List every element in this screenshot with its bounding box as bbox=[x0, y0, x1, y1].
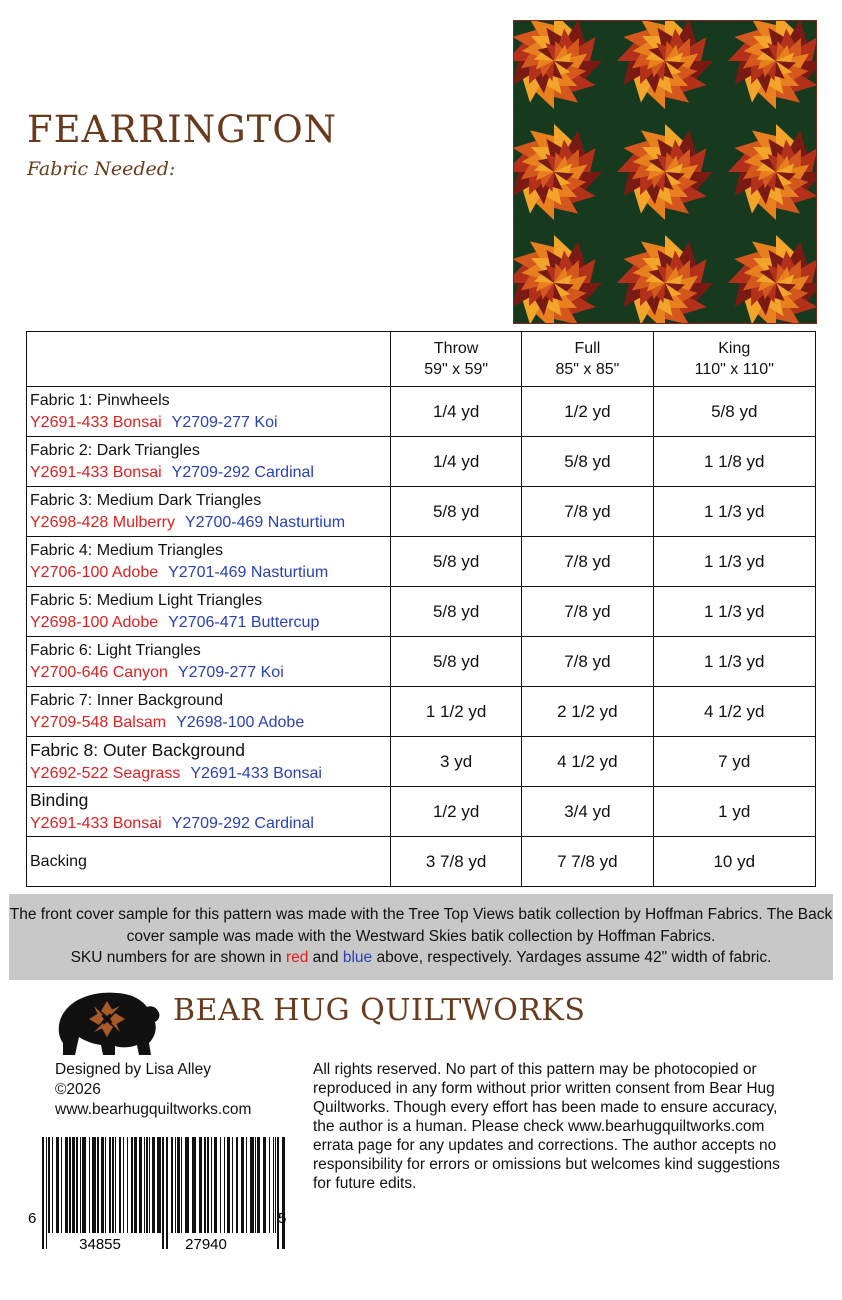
collection-note bbox=[9, 894, 833, 980]
credits bbox=[55, 1060, 251, 1120]
barcode-bar bbox=[61, 1137, 62, 1233]
note-text-after: above, respectively. Yardages assume 42" width of fabric. bbox=[372, 949, 772, 966]
fabric-name-cell bbox=[27, 587, 391, 637]
barcode-bar bbox=[42, 1137, 44, 1249]
rights-statement: All rights reserved. No part of this pattern may be photocopied or reproduced in any form without prior written consent from Bear Hug Quiltworks. Though every effort has been made to ensure accuracy, the author is a human. Please check www.bearhugquiltworks.com errata page for any updates and corrections. The author accepts no responsibility for errors or omissions but welcomes kind suggestions for future edits. bbox=[313, 1061, 780, 1192]
barcode-bar bbox=[175, 1137, 176, 1233]
fabric-label: Fabric 6: Light Triangles bbox=[30, 641, 201, 659]
full-yardage: 3/4 yd bbox=[522, 787, 653, 837]
barcode-bar bbox=[76, 1137, 78, 1233]
barcode-bar bbox=[282, 1137, 285, 1249]
bear-silhouette-icon bbox=[55, 985, 163, 1059]
barcode-bar bbox=[115, 1137, 116, 1233]
fabric-needed-subtitle: Fabric Needed: bbox=[27, 158, 176, 180]
barcode-bar bbox=[224, 1137, 225, 1233]
sku-blue: Y2709-277 Koi bbox=[177, 663, 284, 681]
column-size: 110" x 110" bbox=[694, 361, 774, 378]
king-yardage: 7 yd bbox=[653, 737, 816, 787]
throw-yardage: 1/2 yd bbox=[391, 787, 522, 837]
fabric-label: Fabric 2: Dark Triangles bbox=[30, 441, 200, 459]
fabric-name-cell bbox=[27, 487, 391, 537]
barcode-bar bbox=[131, 1137, 133, 1233]
barcode-bar bbox=[220, 1137, 221, 1233]
barcode-bar bbox=[204, 1137, 206, 1233]
table-row bbox=[27, 837, 816, 887]
barcode-bar bbox=[211, 1137, 212, 1233]
barcode-bar bbox=[157, 1137, 161, 1233]
header-king bbox=[653, 332, 816, 387]
full-yardage: 1/2 yd bbox=[522, 387, 653, 437]
sku-red: Y2709-548 Balsam bbox=[30, 713, 167, 731]
table-row bbox=[27, 587, 816, 637]
barcode-bar bbox=[127, 1137, 128, 1233]
sku-blue: Y2700-469 Nasturtium bbox=[184, 513, 346, 531]
sku-blue: Y2691-433 Bonsai bbox=[190, 764, 322, 782]
full-yardage: 7/8 yd bbox=[522, 487, 653, 537]
barcode-bar bbox=[207, 1137, 209, 1233]
table-row bbox=[27, 637, 816, 687]
barcode-bar bbox=[69, 1137, 71, 1233]
fabric-name-cell bbox=[27, 737, 391, 787]
header-blank-cell bbox=[27, 332, 391, 387]
column-size: 85" x 85" bbox=[555, 361, 620, 378]
barcode-bar bbox=[181, 1137, 182, 1233]
barcode-bar bbox=[101, 1137, 104, 1233]
barcode-bar bbox=[257, 1137, 260, 1233]
barcode-bar bbox=[177, 1137, 180, 1233]
fabric-name-cell bbox=[27, 687, 391, 737]
fabric-name-cell bbox=[27, 837, 391, 887]
full-yardage: 7/8 yd bbox=[522, 537, 653, 587]
sku-red: Y2692-522 Seagrass bbox=[30, 764, 181, 782]
column-name: Full bbox=[574, 340, 601, 357]
king-yardage: 10 yd bbox=[653, 837, 816, 887]
sku-blue: Y2709-277 Koi bbox=[171, 413, 278, 431]
barcode-bar bbox=[82, 1137, 86, 1233]
note-text: The front cover sample for this pattern was made with the Tree Top Views batik collection by Hoffman Fabrics. The Back cover sample was made with the Westward Skies batik collection by Hoffman Fabrics. bbox=[9, 906, 833, 945]
fabric-label: Fabric 7: Inner Background bbox=[30, 691, 223, 709]
fabric-label: Fabric 4: Medium Triangles bbox=[30, 541, 223, 559]
sku-red: Y2691-433 Bonsai bbox=[30, 463, 162, 481]
table-header-row bbox=[27, 332, 816, 387]
table-row bbox=[27, 737, 816, 787]
barcode-bar bbox=[149, 1137, 150, 1233]
full-yardage: 7/8 yd bbox=[522, 637, 653, 687]
barcode-bar bbox=[144, 1137, 145, 1233]
sku-blue: Y2698-100 Adobe bbox=[176, 713, 305, 731]
throw-yardage: 5/8 yd bbox=[391, 487, 522, 537]
barcode-bar bbox=[105, 1137, 106, 1233]
barcode-bar bbox=[112, 1137, 114, 1233]
king-yardage: 1 1/8 yd bbox=[653, 437, 816, 487]
barcode-bar bbox=[97, 1137, 99, 1233]
barcode-bar bbox=[52, 1137, 53, 1233]
table-row bbox=[27, 687, 816, 737]
sku-blue: Y2701-469 Nasturtium bbox=[168, 563, 329, 581]
table-row bbox=[27, 537, 816, 587]
quilt-image bbox=[513, 20, 817, 324]
header-full bbox=[522, 332, 653, 387]
full-yardage: 2 1/2 yd bbox=[522, 687, 653, 737]
barcode-bar bbox=[72, 1137, 75, 1233]
throw-yardage: 1 1/2 yd bbox=[391, 687, 522, 737]
table-row bbox=[27, 487, 816, 537]
sku-blue: Y2709-292 Cardinal bbox=[171, 463, 314, 481]
barcode-bar bbox=[80, 1137, 81, 1233]
pattern-title: FEARRINGTON bbox=[27, 108, 338, 151]
sku-red: Y2698-100 Adobe bbox=[30, 613, 159, 631]
barcode-bar bbox=[192, 1137, 196, 1233]
sku-blue: Y2709-292 Cardinal bbox=[171, 814, 314, 832]
column-name: King bbox=[718, 340, 751, 357]
sku-blue: Y2706-471 Buttercup bbox=[168, 613, 320, 631]
note-text-mid: and bbox=[308, 949, 343, 966]
barcode-bar bbox=[269, 1137, 270, 1233]
king-yardage: 1 1/3 yd bbox=[653, 487, 816, 537]
barcode-bar bbox=[56, 1137, 59, 1233]
barcode-bar bbox=[250, 1137, 254, 1233]
fabric-label: Fabric 3: Medium Dark Triangles bbox=[30, 491, 262, 509]
barcode-bar bbox=[277, 1137, 279, 1249]
barcode-bar bbox=[166, 1137, 168, 1249]
fabric-label: Fabric 1: Pinwheels bbox=[30, 391, 170, 409]
throw-yardage: 5/8 yd bbox=[391, 637, 522, 687]
full-yardage: 4 1/2 yd bbox=[522, 737, 653, 787]
barcode-bar bbox=[246, 1137, 247, 1233]
barcode-bar bbox=[255, 1137, 256, 1233]
barcode-bar bbox=[273, 1137, 274, 1233]
king-yardage: 5/8 yd bbox=[653, 387, 816, 437]
barcode-bar bbox=[146, 1137, 148, 1233]
fabric-label: Fabric 8: Outer Background bbox=[30, 739, 245, 760]
barcode bbox=[28, 1137, 300, 1255]
note-text-before: SKU numbers for are shown in bbox=[70, 949, 286, 966]
barcode-bar bbox=[46, 1137, 47, 1249]
barcode-bar bbox=[263, 1137, 266, 1233]
full-yardage: 7 7/8 yd bbox=[522, 837, 653, 887]
king-yardage: 4 1/2 yd bbox=[653, 687, 816, 737]
sku-red: Y2691-433 Bonsai bbox=[30, 814, 162, 832]
barcode-bar bbox=[214, 1137, 217, 1233]
website-link[interactable]: www.bearhugquiltworks.com bbox=[55, 1101, 252, 1118]
sku-red: Y2700-646 Canyon bbox=[30, 663, 168, 681]
barcode-bar bbox=[241, 1137, 244, 1233]
barcode-bar bbox=[227, 1137, 230, 1233]
brand-name: BEAR HUG QUILTWORKS bbox=[173, 993, 586, 1028]
table-row bbox=[27, 787, 816, 837]
throw-yardage: 3 yd bbox=[391, 737, 522, 787]
barcode-bar bbox=[232, 1137, 233, 1233]
throw-yardage: 1/4 yd bbox=[391, 387, 522, 437]
table-row bbox=[27, 387, 816, 437]
designer-credit: Designed by Lisa Alley bbox=[55, 1061, 211, 1078]
note-blue-word: blue bbox=[342, 949, 373, 966]
sku-red: Y2698-428 Mulberry bbox=[30, 513, 175, 531]
barcode-group-1: 34855 bbox=[79, 1236, 121, 1253]
barcode-bar bbox=[134, 1137, 137, 1233]
barcode-bar bbox=[171, 1137, 173, 1233]
barcode-bar bbox=[119, 1137, 121, 1233]
barcode-digit-right: 5 bbox=[278, 1210, 287, 1227]
barcode-group-2: 27940 bbox=[185, 1236, 227, 1253]
barcode-bar bbox=[48, 1137, 50, 1233]
fabric-name-cell bbox=[27, 437, 391, 487]
column-name: Throw bbox=[433, 340, 479, 357]
throw-yardage: 1/4 yd bbox=[391, 437, 522, 487]
barcode-bar bbox=[275, 1137, 276, 1233]
barcode-bar bbox=[92, 1137, 96, 1233]
header-throw bbox=[391, 332, 522, 387]
fabric-label: Fabric 5: Medium Light Triangles bbox=[30, 591, 263, 609]
fabric-name-cell bbox=[27, 387, 391, 437]
king-yardage: 1 1/3 yd bbox=[653, 637, 816, 687]
barcode-bar bbox=[162, 1137, 164, 1249]
king-yardage: 1 1/3 yd bbox=[653, 587, 816, 637]
barcode-bar bbox=[152, 1137, 155, 1233]
note-red-word: red bbox=[285, 949, 309, 966]
barcode-bar bbox=[236, 1137, 238, 1233]
throw-yardage: 3 7/8 yd bbox=[391, 837, 522, 887]
barcode-bar bbox=[65, 1137, 68, 1233]
king-yardage: 1 1/3 yd bbox=[653, 537, 816, 587]
full-yardage: 5/8 yd bbox=[522, 437, 653, 487]
copyright-year: ©2026 bbox=[55, 1081, 101, 1098]
quilt-artwork bbox=[514, 21, 816, 323]
barcode-bar bbox=[109, 1137, 111, 1233]
barcode-bar bbox=[123, 1137, 124, 1233]
barcode-bar bbox=[139, 1137, 142, 1233]
fabric-table bbox=[26, 331, 816, 887]
barcode-bar bbox=[89, 1137, 90, 1233]
full-yardage: 7/8 yd bbox=[522, 587, 653, 637]
fabric-label: Backing bbox=[30, 852, 87, 870]
throw-yardage: 5/8 yd bbox=[391, 587, 522, 637]
sku-red: Y2691-433 Bonsai bbox=[30, 413, 162, 431]
fabric-label: Binding bbox=[30, 789, 89, 810]
barcode-digit-left: 6 bbox=[28, 1210, 37, 1227]
sku-red: Y2706-100 Adobe bbox=[30, 563, 159, 581]
fabric-name-cell bbox=[27, 537, 391, 587]
fabric-name-cell bbox=[27, 787, 391, 837]
fabric-name-cell bbox=[27, 637, 391, 687]
column-size: 59" x 59" bbox=[424, 361, 489, 378]
king-yardage: 1 yd bbox=[653, 787, 816, 837]
table-row bbox=[27, 437, 816, 487]
barcode-bar bbox=[185, 1137, 189, 1233]
throw-yardage: 5/8 yd bbox=[391, 537, 522, 587]
barcode-bar bbox=[199, 1137, 202, 1233]
